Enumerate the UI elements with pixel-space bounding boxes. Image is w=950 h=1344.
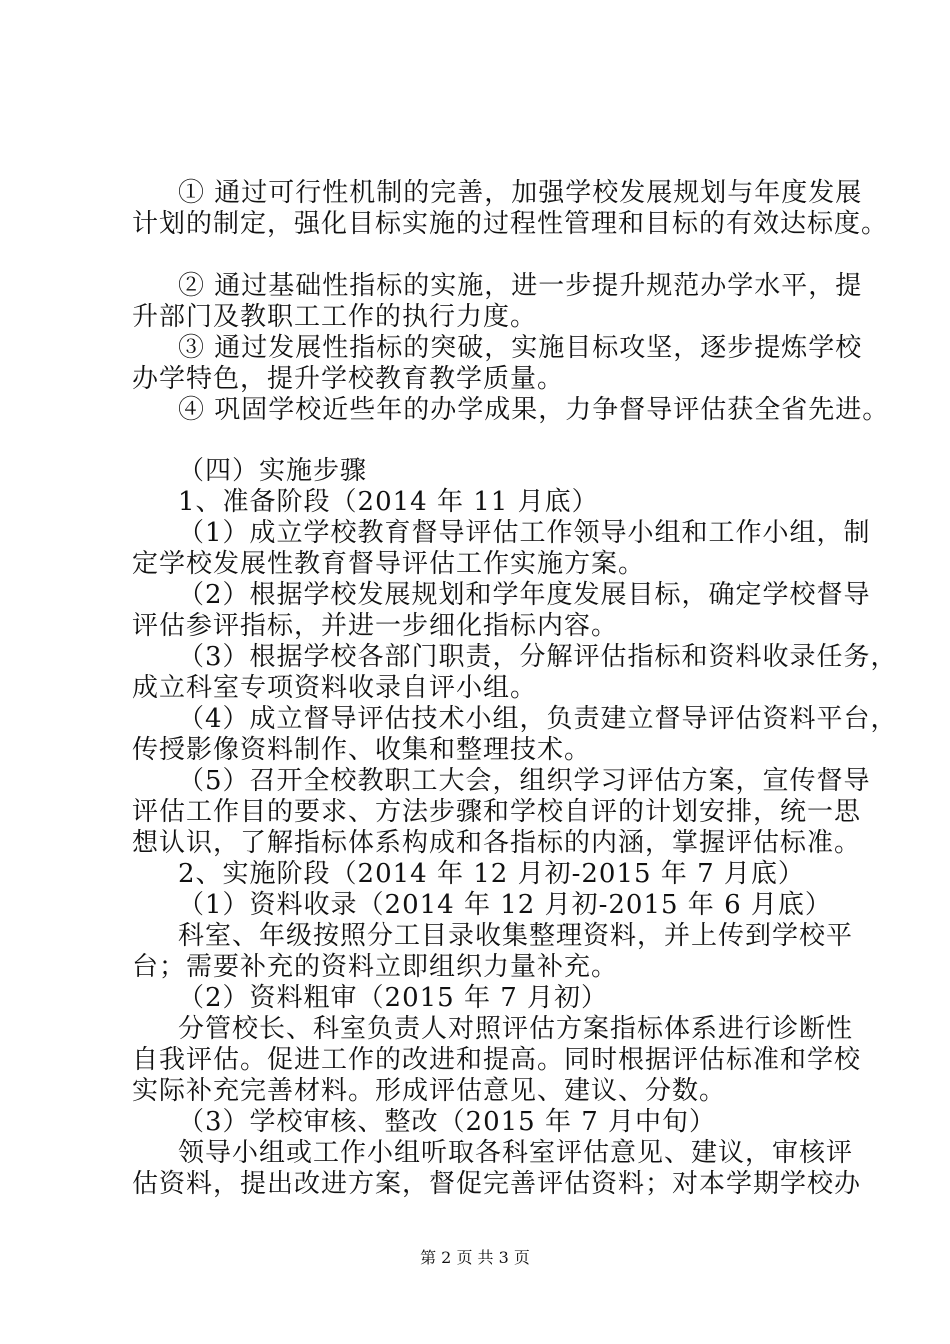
paragraph-line: 科室、年级按照分工目录收集整理资料，并上传到学校平: [178, 921, 854, 951]
paragraph-line: （4）成立督导评估技术小组，负责建立督导评估资料平台，: [178, 704, 898, 734]
paragraph-line: 传授影像资料制作、收集和整理技术。: [132, 735, 592, 765]
paragraph-line: 自我评估。促进工作的改进和提高。同时根据评估标准和学校: [132, 1045, 862, 1075]
paragraph-line: 办学特色，提升学校教育教学质量。: [132, 364, 565, 394]
page-footer: 第 2 页 共 3 页: [420, 1248, 530, 1267]
subsection-heading: 2、实施阶段（2014 年 12 月初-2015 年 7 月底）: [178, 859, 805, 889]
paragraph-line: 定学校发展性教育督导评估工作实施方案。: [132, 549, 646, 579]
paragraph-line: 评估参评指标，并进一步细化指标内容。: [132, 611, 619, 641]
paragraph-line: 实际补充完善材料。形成评估意见、建议、分数。: [132, 1076, 727, 1106]
paragraph-line: 成立科室专项资料收录自评小组。: [132, 673, 538, 703]
subsection-heading: 1、准备阶段（2014 年 11 月底）: [178, 487, 599, 517]
section-heading: （四）实施步骤: [178, 456, 368, 486]
paragraph-line: 评估工作目的要求、方法步骤和学校自评的计划安排，统一思: [132, 797, 862, 827]
paragraph-line: ④ 巩固学校近些年的办学成果，力争督导评估获全省先进。: [178, 395, 890, 425]
paragraph-line: 升部门及教职工工作的执行力度。: [132, 302, 538, 332]
paragraph-line: ① 通过可行性机制的完善，加强学校发展规划与年度发展: [178, 178, 863, 208]
paragraph-line: （2）资料粗审（2015 年 7 月初）: [178, 983, 609, 1013]
paragraph-line: （1）成立学校教育督导评估工作领导小组和工作小组，制: [178, 518, 871, 548]
paragraph-line: （3）根据学校各部门职责，分解评估指标和资料收录任务，: [178, 642, 898, 672]
paragraph-line: 台；需要补充的资料立即组织力量补充。: [132, 952, 619, 982]
paragraph-line: （5）召开全校教职工大会，组织学习评估方案，宣传督导: [178, 766, 871, 796]
paragraph-line: 想认识，了解指标体系构成和各指标的内涵，掌握评估标准。: [132, 828, 862, 858]
paragraph-line: （1）资料收录（2014 年 12 月初-2015 年 6 月底）: [178, 890, 832, 920]
paragraph-line: ③ 通过发展性指标的突破，实施目标攻坚，逐步提炼学校: [178, 333, 863, 363]
paragraph-line: ② 通过基础性指标的实施，进一步提升规范办学水平，提: [178, 271, 863, 301]
paragraph-line: （3）学校审核、整改（2015 年 7 月中旬）: [178, 1107, 717, 1137]
paragraph-line: 估资料，提出改进方案，督促完善评估资料；对本学期学校办: [132, 1169, 862, 1199]
paragraph-line: 领导小组或工作小组听取各科室评估意见、建议，审核评: [178, 1138, 854, 1168]
paragraph-line: （2）根据学校发展规划和学年度发展目标，确定学校督导: [178, 580, 871, 610]
paragraph-line: 计划的制定，强化目标实施的过程性管理和目标的有效达标度。: [132, 209, 889, 239]
paragraph-line: 分管校长、科室负责人对照评估方案指标体系进行诊断性: [178, 1014, 854, 1044]
